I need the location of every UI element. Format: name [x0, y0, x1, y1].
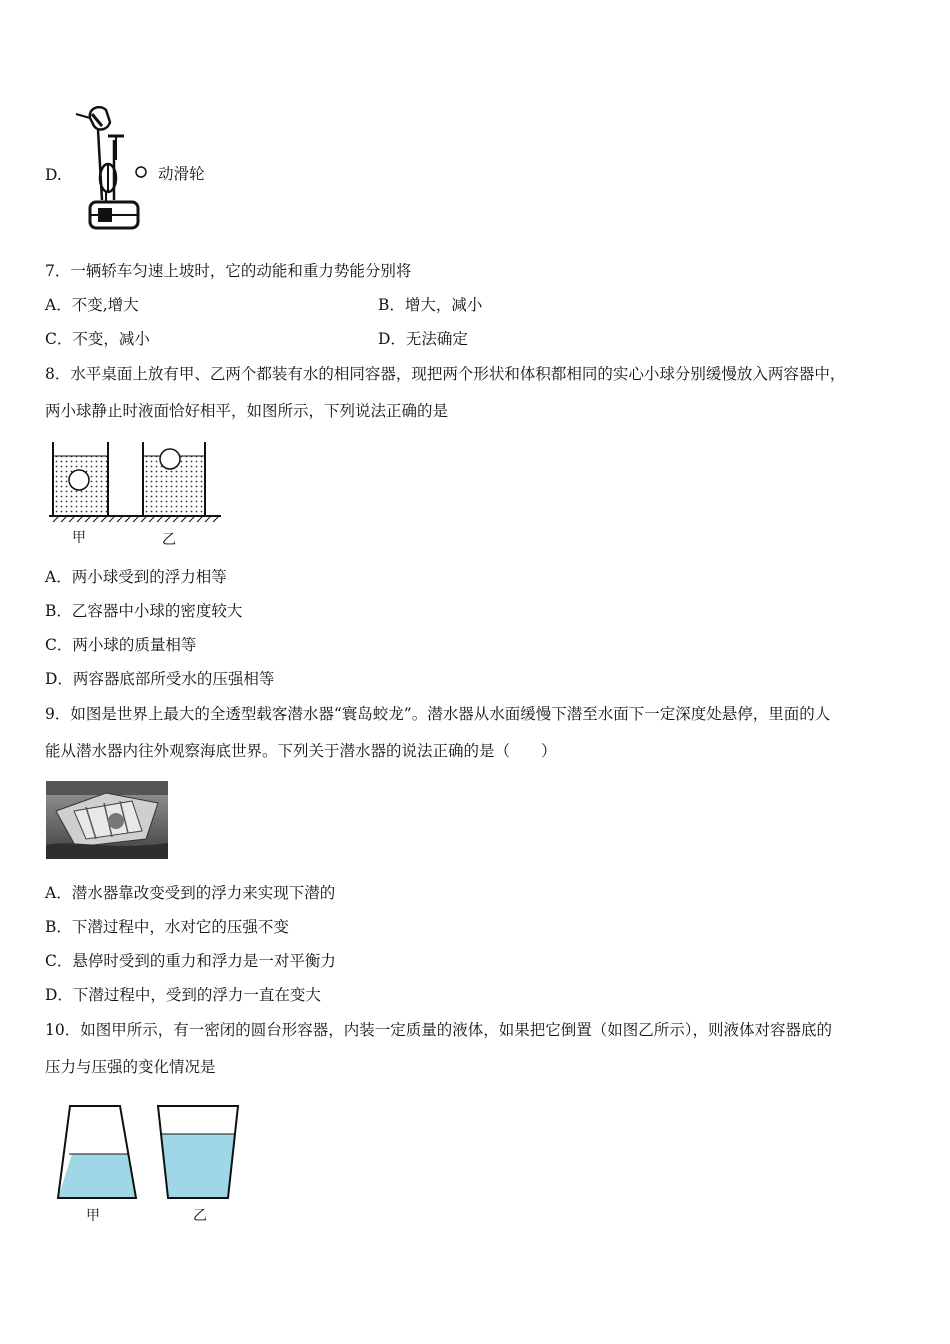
liquid-yi [160, 1134, 236, 1198]
q8-figure-label-jia: 甲 [72, 530, 86, 546]
q10-stem-line2: 压力与压强的变化情况是 [45, 1058, 216, 1076]
q8-option-a: A．两小球受到的浮力相等 [45, 568, 227, 586]
q8-stem-line1: 8．水平桌面上放有甲、乙两个都装有水的相同容器，现把两个形状和体积都相同的实心小球分别缓慢放入两容器中， [45, 365, 846, 383]
q7-option-d: D．无法确定 [378, 330, 468, 348]
q10-figure-label-jia: 甲 [86, 1208, 100, 1224]
q9-stem-line1: 9．如图是世界上最大的全透型载客潜水器“寰岛蛟龙”。潜水器从水面缓慢下潜至水面下一定深度处悬停，里面的人 [45, 705, 831, 723]
q9-option-a: A．潜水器靠改变受到的浮力来实现下潜的 [45, 884, 336, 902]
q8-stem-line2: 两小球静止时液面恰好相平，如图所示，下列说法正确的是 [45, 402, 449, 420]
q8-option-b: B．乙容器中小球的密度较大 [45, 602, 243, 620]
q9-stem-line2: 能从潜水器内往外观察海底世界。下列关于潜水器的说法正确的是（ ） [45, 742, 557, 760]
q6-option-d-label: 动滑轮 [158, 165, 205, 183]
q9-option-d: D．下潜过程中，受到的浮力一直在变大 [45, 986, 321, 1004]
q9-option-b: B．下潜过程中，水对它的压强不变 [45, 918, 289, 936]
q6-option-d-letter: D. [45, 166, 62, 184]
q8-option-c: C．两小球的质量相等 [45, 636, 197, 654]
floating-balls-figure [45, 440, 225, 522]
q7-option-a: A．不变,增大 [45, 296, 139, 314]
truncated-cone-containers-figure [50, 1102, 245, 1204]
q7-stem: 7．一辆轿车匀速上坡时，它的动能和重力势能分别将 [45, 262, 412, 280]
q7-option-b: B．增大，减小 [378, 296, 483, 314]
q10-figure-label-yi: 乙 [193, 1208, 207, 1224]
q9-option-c: C．悬停时受到的重力和浮力是一对平衡力 [45, 952, 336, 970]
movable-pulley-figure [68, 100, 148, 235]
q8-option-d: D．两容器底部所受水的压强相等 [45, 670, 275, 688]
liquid-jia [58, 1154, 136, 1198]
q8-figure-label-yi: 乙 [162, 532, 176, 548]
submersible-photo [46, 781, 168, 859]
q10-stem-line1: 10．如图甲所示，有一密闭的圆台形容器，内装一定质量的液体，如果把它倒置（如图乙所示），则液体对容器底的 [45, 1021, 832, 1039]
q7-option-c: C．不变，减小 [45, 330, 150, 348]
